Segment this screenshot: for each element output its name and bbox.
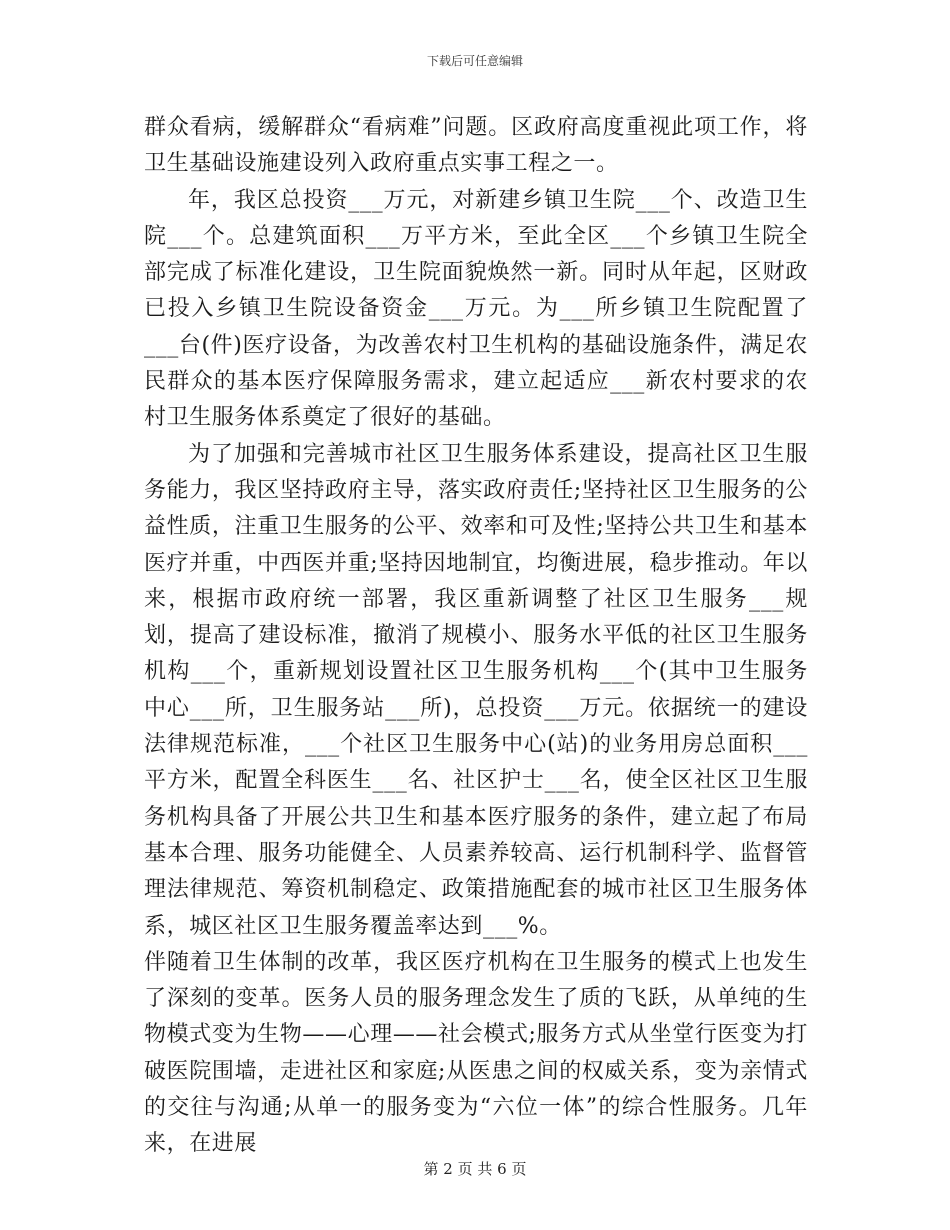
page-number: 第 2 页 共 6 页 [423, 1160, 527, 1178]
paragraph-rural-health: 年，我区总投资___万元，对新建乡镇卫生院___个、改造卫生院___个。总建筑面积___万平方米，至此全区___个乡镇卫生院全部完成了标准化建设，卫生院面貌焕然一新。同时从年起，区财政已投入乡镇卫生院设备资金___万元。为___所乡镇卫生院配置了___台(件)医疗设备，为改善农村卫生机构的基础设施条件，满足农民群众的基本医疗保障服务需求，建立起适应___新农村要求的农村卫生服务体系奠定了很好的基础。 [144, 187, 808, 431]
page-header: 下载后可任意编辑 [426, 54, 523, 68]
paragraph-community-health: 为了加强和完善城市社区卫生服务体系建设，提高社区卫生服务能力，我区坚持政府主导，落实政府责任;坚持社区卫生服务的公益性质，注重卫生服务的公平、效率和可及性;坚持公共卫生和基本医疗并重，中西医并重;坚持因地制宜，均衡进展，稳步推动。年以来，根据市政府统一部署，我区重新调整了社区卫生服务___规划，提高了建设标准，撤消了规模小、服务水平低的社区卫生服务机构___个，重新规划设置社区卫生服务机构___个(其中卫生服务中心___所，卫生服务站___所)，总投资___万元。依据统一的建设法律规范标准，___个社区卫生服务中心(站)的业务用房总面积___平方米，配置全科医生___名、社区护士___名，使全区社区卫生服务机构具备了开展公共卫生和基本医疗服务的条件，建立起了布局基本合理、服务功能健全、人员素养较高、运行机制科学、监督管理法律规范、筹资机制稳定、政策措施配套的城市社区卫生服务体系，城区社区卫生服务覆盖率达到___%。 [144, 441, 808, 939]
paragraph-continuation: 群众看病，缓解群众“看病难”问题。区政府高度重视此项工作，将卫生基础设施建设列入政府重点实事工程之一。 [144, 115, 808, 177]
document-body [144, 110, 808, 1163]
paragraph-reform: 伴随着卫生体制的改革，我区医疗机构在卫生服务的模式上也发生了深刻的变革。医务人员的服务理念发生了质的飞跃，从单纯的生物模式变为生物——心理——社会模式;服务方式从坐堂行医变为打破医院围墙，走进社区和家庭;从医患之间的权威关系，变为亲情式的交往与沟通;从单一的服务变为“六位一体”的综合性服务。几年来，在进展 [144, 949, 808, 1157]
